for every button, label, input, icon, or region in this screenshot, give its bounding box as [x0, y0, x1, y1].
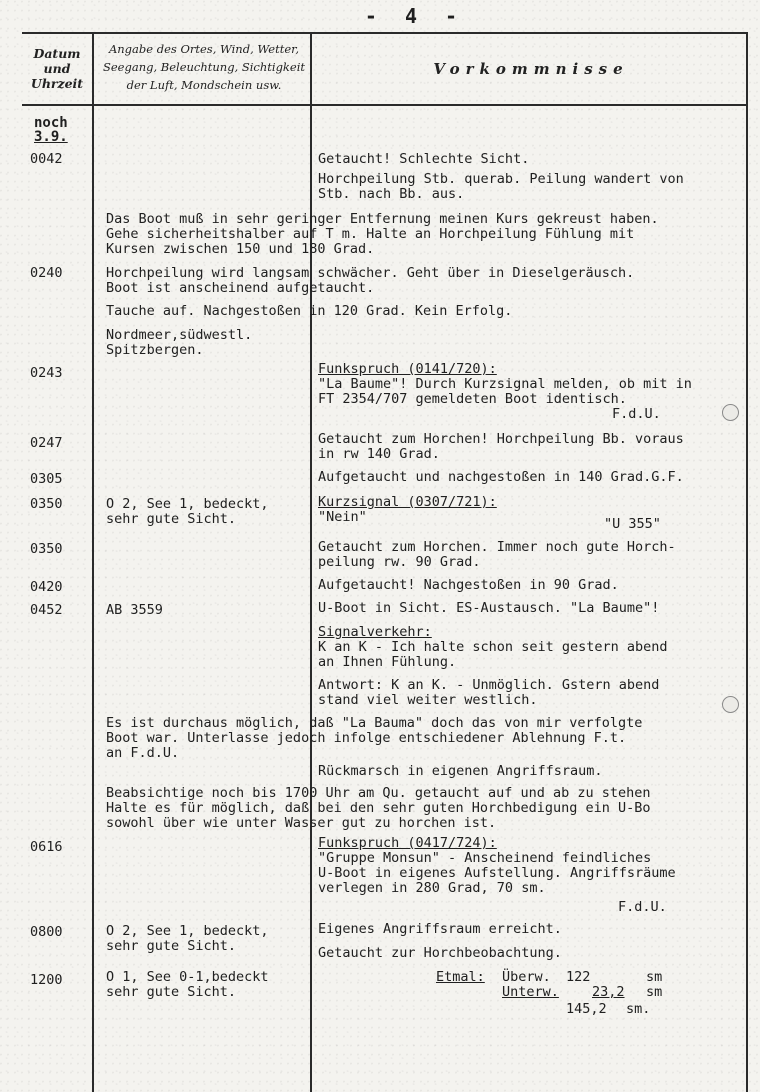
event-line: U-Boot in Sicht. ES-Austausch. "La Baume"! [318, 600, 660, 616]
etmal-label: Etmal: [436, 969, 485, 985]
time-cell: 0350 [30, 496, 63, 512]
time-cell: 0240 [30, 265, 63, 281]
header-date-column [24, 46, 90, 91]
etmal-unit: sm [646, 969, 663, 985]
event-line: peilung rw. 90 Grad. [318, 554, 481, 570]
event-line: an Ihnen Fühlung. [318, 654, 457, 670]
event-line: stand viel weiter westlich. [318, 692, 538, 708]
time-cell: 0042 [30, 151, 63, 167]
event-line: Getaucht! Schlechte Sicht. [318, 151, 530, 167]
event-line: Rückmarsch in eigenen Angriffsraum. [318, 763, 603, 779]
full-width-line: Beabsichtige noch bis 1700 Uhr am Qu. getaucht auf und ab zu stehen [106, 785, 651, 801]
event-line: Horchpeilung Stb. querab. Peilung wandert von [318, 171, 684, 187]
date-value: 3.9. [34, 129, 68, 145]
header-bottom-rule [22, 104, 746, 106]
time-cell: 0616 [30, 839, 63, 855]
etmal-sub-label: Unterw. [502, 984, 559, 1000]
place-cell: sehr gute Sicht. [106, 511, 237, 527]
place-cell: O 2, See 1, bedeckt, [106, 923, 269, 939]
event-line: Getaucht zum Horchen. Immer noch gute Horch- [318, 539, 676, 555]
etmal-sub-label: Überw. [502, 969, 551, 985]
header-date-line: Uhrzeit [30, 76, 84, 91]
full-width-line: Das Boot muß in sehr geringer Entfernung meinen Kurs gekreust haben. [106, 211, 659, 227]
column-divider-date [92, 32, 94, 1092]
full-width-line: Boot ist anscheinend aufgetaucht. [106, 280, 375, 296]
full-width-line: Kursen zwischen 150 und 180 Grad. [106, 241, 375, 257]
full-width-line: Es ist durchaus möglich, daß "La Bauma" doch das von mir verfolgte [106, 715, 643, 731]
time-cell: 0800 [30, 924, 63, 940]
event-line: "Nein" [318, 509, 367, 525]
event-line: K an K - Ich halte schon seit gestern abend [318, 639, 668, 655]
place-cell: Nordmeer,südwestl. [106, 327, 253, 343]
event-line: in rw 140 Grad. [318, 446, 440, 462]
event-line: Aufgetaucht und nachgestoßen in 140 Grad.G.F. [318, 469, 684, 485]
header-date-line: und [43, 61, 71, 76]
time-cell: 1200 [30, 972, 63, 988]
full-width-line: Boot war. Unterlasse jedoch infolge entschiedener Ablehnung F.t. [106, 730, 627, 746]
event-heading: Signalverkehr: [318, 624, 432, 640]
full-width-line: Horchpeilung wird langsam schwächer. Geht über in Dieselgeräusch. [106, 265, 635, 281]
column-divider-place [310, 32, 312, 1092]
signature: "U 355" [604, 516, 661, 532]
full-width-line: Tauche auf. Nachgestoßen in 120 Grad. Kein Erfolg. [106, 303, 513, 319]
header-place-line: Angabe des Ortes, Wind, Wetter, [108, 42, 300, 56]
header-place-line: Seegang, Beleuchtung, Sichtigkeit [102, 60, 306, 74]
place-cell: O 2, See 1, bedeckt, [106, 496, 269, 512]
header-place-line: der Luft, Mondschein usw. [126, 78, 282, 92]
etmal-total: 145,2 [566, 1001, 607, 1017]
column-divider-right [746, 32, 748, 1092]
place-cell: O 1, See 0-1,bedeckt [106, 969, 269, 985]
time-cell: 0243 [30, 365, 63, 381]
event-line: Getaucht zum Horchen! Horchpeilung Bb. voraus [318, 431, 684, 447]
full-width-line: an F.d.U. [106, 745, 180, 761]
date-continued: noch [34, 115, 68, 131]
event-heading: Kurzsignal (0307/721): [318, 494, 497, 510]
page-number: - 4 - [364, 4, 466, 28]
full-width-line: sowohl über wie unter Wasser gut zu horchen ist. [106, 815, 497, 831]
event-line: Getaucht zur Horchbeobachtung. [318, 945, 562, 961]
punch-hole-mark [722, 404, 739, 421]
signature: F.d.U. [612, 406, 661, 422]
event-heading: Funkspruch (0417/724): [318, 835, 497, 851]
event-line: "Gruppe Monsun" - Anscheinend feindliches [318, 850, 652, 866]
header-top-rule [22, 32, 746, 34]
event-line: Stb. nach Bb. aus. [318, 186, 465, 202]
event-line: "La Baume"! Durch Kurzsignal melden, ob mit in [318, 376, 692, 392]
place-cell: AB 3559 [106, 602, 163, 618]
header-date-line: Datum [33, 46, 81, 61]
time-cell: 0247 [30, 435, 63, 451]
full-width-line: Halte es für möglich, daß bei den sehr guten Horchbedigung ein U-Bo [106, 800, 651, 816]
time-cell: 0305 [30, 471, 63, 487]
event-line: verlegen in 280 Grad, 70 sm. [318, 880, 546, 896]
time-cell: 0350 [30, 541, 63, 557]
event-line: Aufgetaucht! Nachgestoßen in 90 Grad. [318, 577, 619, 593]
header-place-column [98, 40, 310, 94]
event-line: U-Boot in eigenes Aufstellung. Angriffsräume [318, 865, 676, 881]
event-line: FT 2354/707 gemeldeten Boot identisch. [318, 391, 627, 407]
event-line: Antwort: K an K. - Unmöglich. Gstern abend [318, 677, 660, 693]
signature: F.d.U. [618, 899, 667, 915]
etmal-unit: sm. [626, 1001, 651, 1017]
etmal-value: 122 [566, 969, 591, 985]
etmal-value: 23,2 [592, 984, 625, 1000]
place-cell: sehr gute Sicht. [106, 984, 237, 1000]
time-cell: 0452 [30, 602, 63, 618]
full-width-line: Gehe sicherheitshalber auf T m. Halte an Horchpeilung Fühlung mit [106, 226, 635, 242]
etmal-unit: sm [646, 984, 663, 1000]
event-line: Eigenes Angriffsraum erreicht. [318, 921, 562, 937]
place-cell: Spitzbergen. [106, 342, 204, 358]
punch-hole-mark [722, 696, 739, 713]
header-events-column: Vorkommnisse [433, 60, 629, 78]
time-cell: 0420 [30, 579, 63, 595]
event-heading: Funkspruch (0141/720): [318, 361, 497, 377]
place-cell: sehr gute Sicht. [106, 938, 237, 954]
